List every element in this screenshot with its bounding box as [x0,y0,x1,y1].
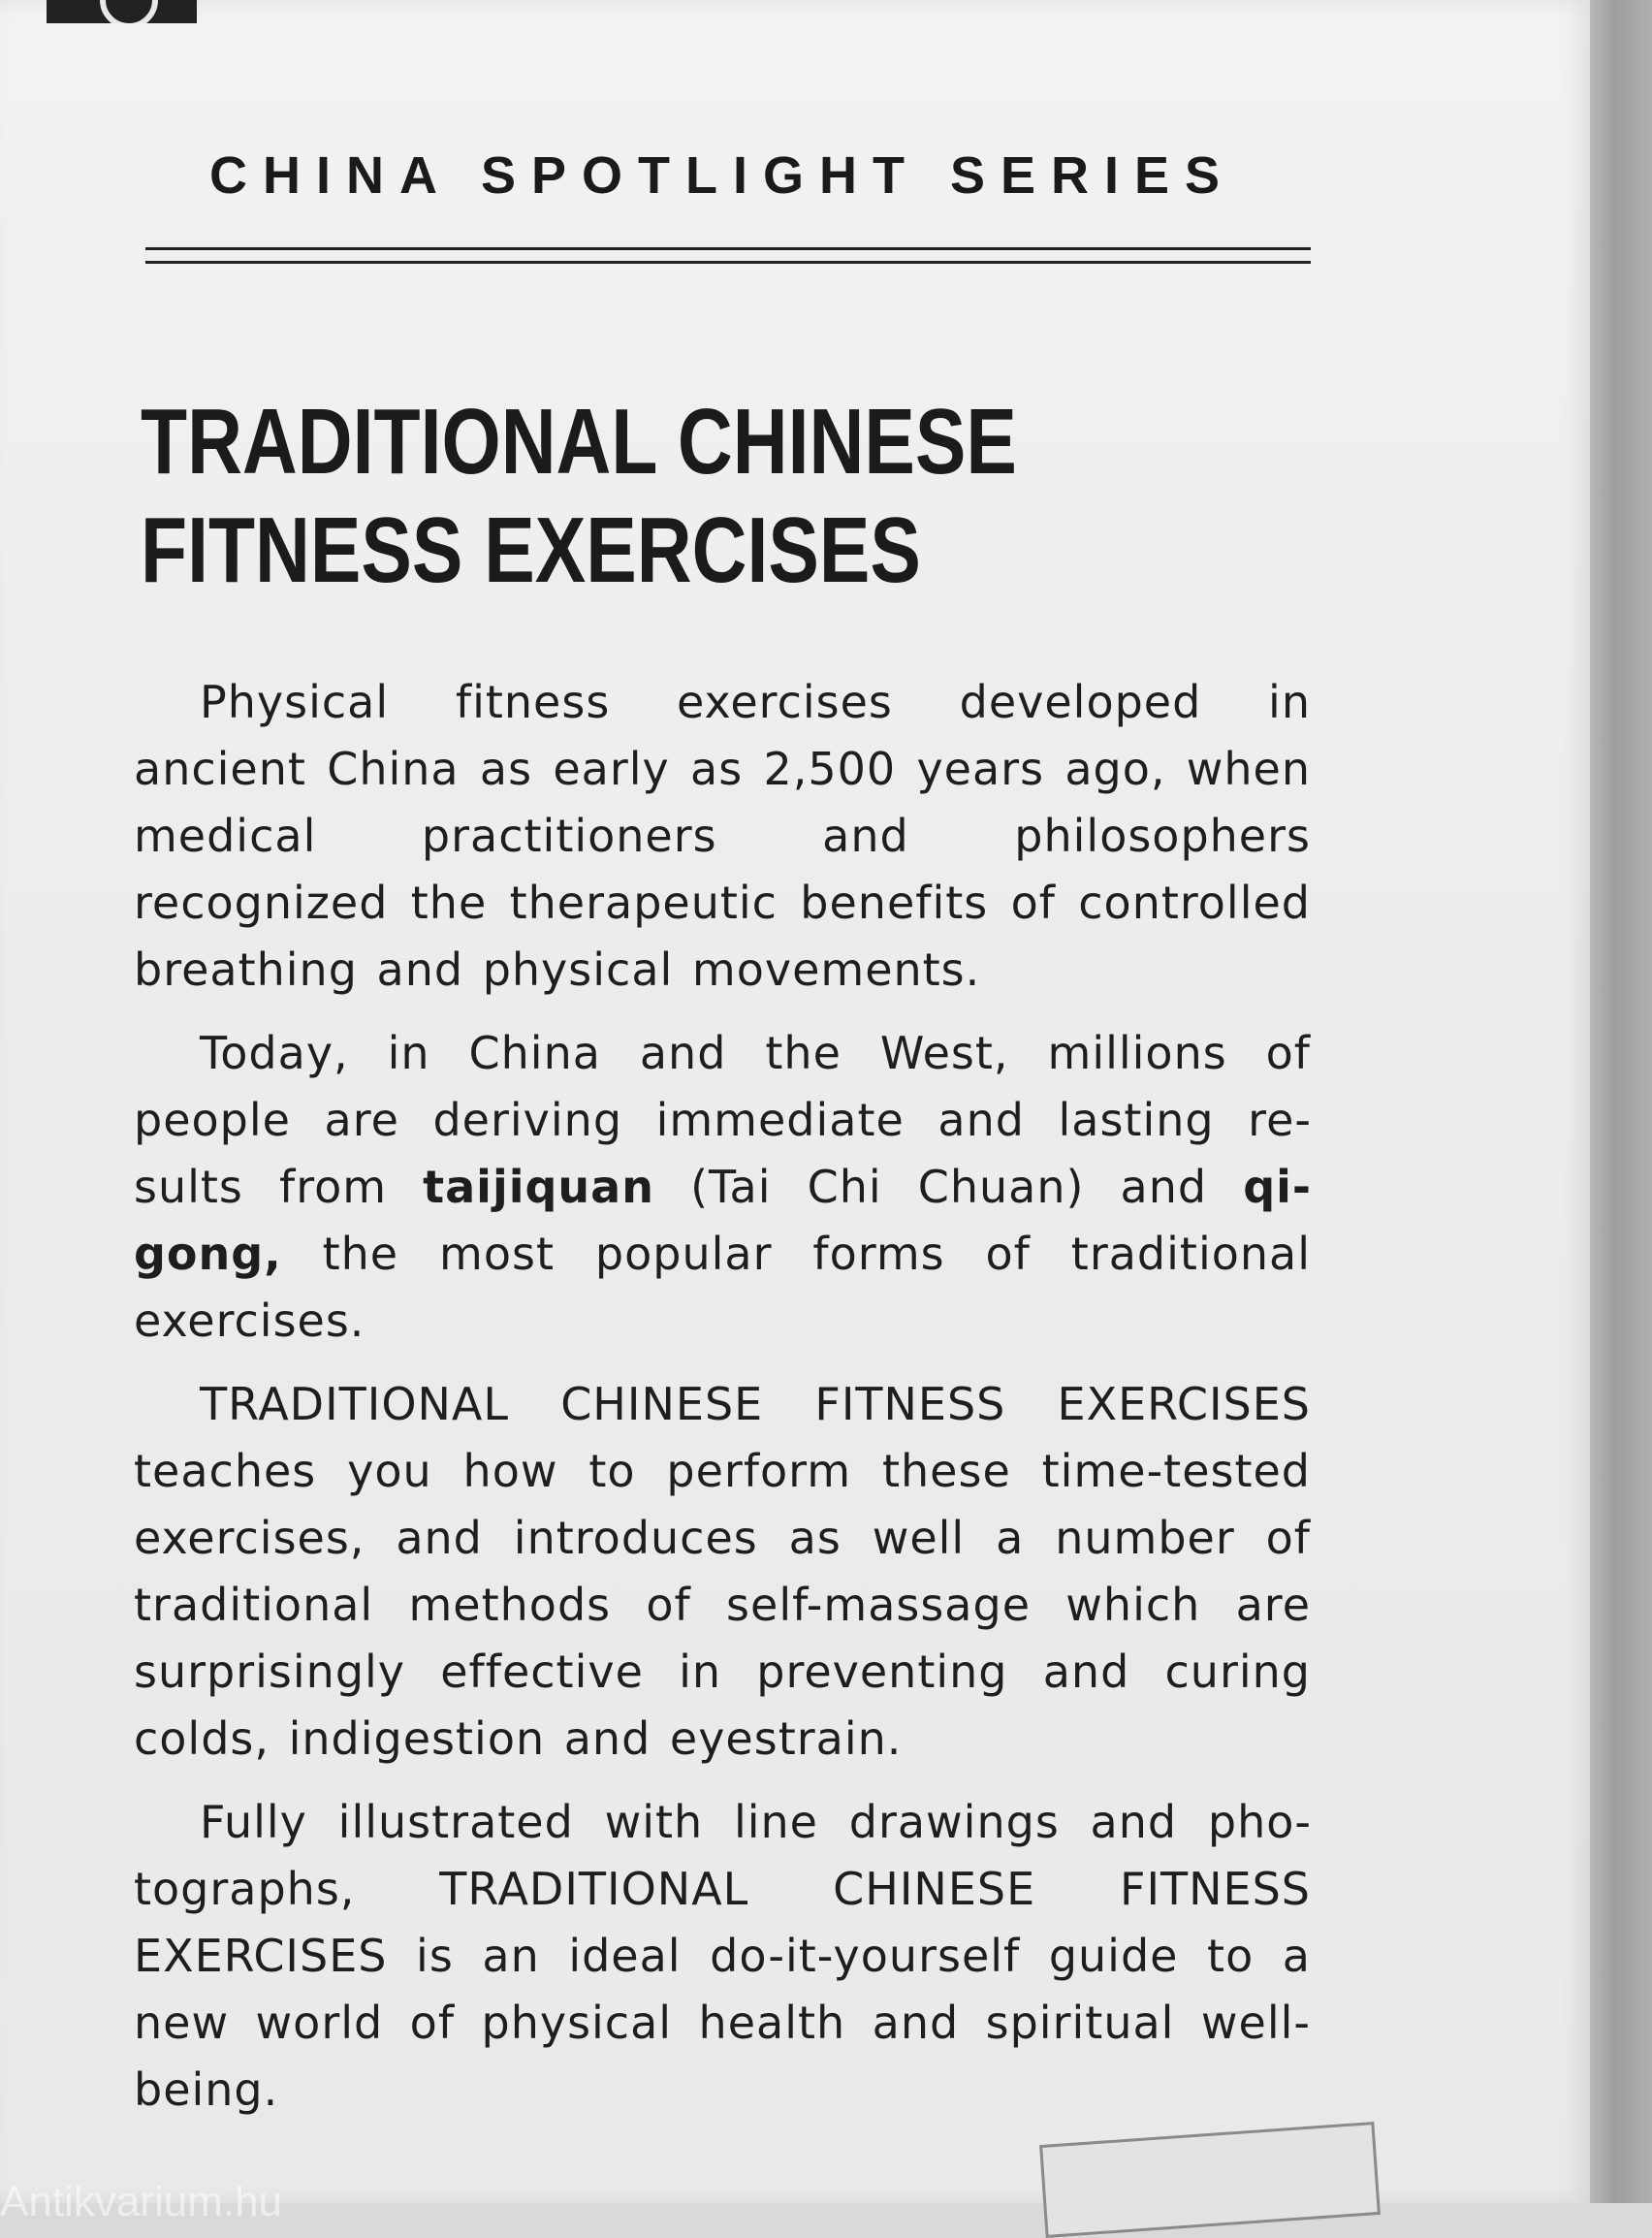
term-qigong: qigong, [134,1161,1311,1280]
watermark: Antikvarium.hu [0,2178,283,2225]
blurb-paragraph-2 [134,1020,1311,1355]
book-title-line-2: FITNESS EXERCISES [141,498,921,602]
blurb-paragraph-4: Fully illustrated with line drawings and photographs, TRADITIONAL CHINESE FITNESS EXERCISES is an ideal do-it-yourself guide to a new world of physical health and spiritual well-being. [134,1796,1311,2116]
heading-rule-top [145,247,1311,250]
publisher-logo [47,0,197,23]
wheel-emblem-icon [100,0,158,23]
blurb [134,669,1311,2140]
heading-rule-bottom [145,261,1311,264]
blurb-paragraph-3: TRADITIONAL CHINESE FITNESS EXERCISES teaches you how to perform these time-tested exercises, and introduces as well a number of traditional methods of self-massage which are surprisingly effective in preventing and curing colds, indigestion and eyestrain. [134,1378,1311,1765]
term-taijiquan: taijiquan [423,1161,654,1213]
series-heading: CHINA SPOTLIGHT SERIES [208,146,1236,205]
background-edge [1590,0,1652,2203]
blurb-text: Today, in China and the West, millions of people are deriving immediate and lasting results from [134,1027,1311,1213]
blurb-text: the most popular forms of traditional exercises. [134,1228,1311,1347]
blurb-text: (Tai Chi Chuan) and [653,1161,1244,1213]
book-title-line-1: TRADITIONAL CHINESE [141,390,1017,494]
blurb-paragraph-1: Physical fitness exercises developed in ancient China as early as 2,500 years ago, when medical practitioners and philosophers recognized the therapeutic benefits of controlled breathing and physical movements. [134,676,1311,996]
book-title [141,388,1017,605]
